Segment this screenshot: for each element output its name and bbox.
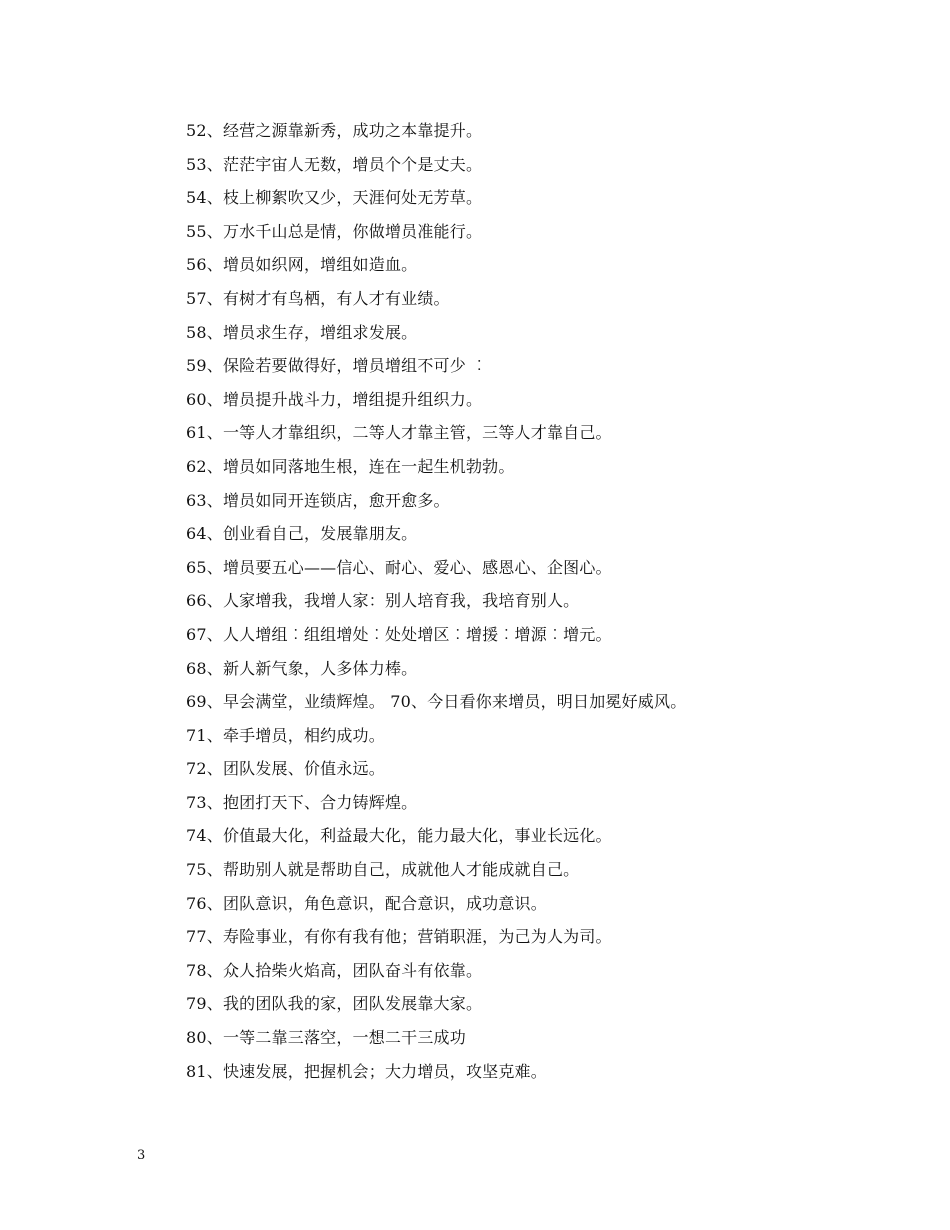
slogan-line: 56、增员如织网，增组如造血。	[186, 255, 418, 275]
slogan-line: 53、茫茫宇宙人无数，增员个个是丈夫。	[186, 154, 483, 174]
slogan-line: 80、一等二靠三落空，一想二干三成功	[186, 1028, 466, 1048]
slogan-line: 81、快速发展，把握机会；大力增员，攻坚克难。	[186, 1061, 547, 1081]
slogan-line: 75、帮助别人就是帮助自己，成就他人才能成就自己。	[186, 860, 580, 880]
slogan-line: 73、抱团打天下、合力铸辉煌。	[186, 792, 418, 812]
slogan-list	[186, 118, 886, 1092]
slogan-line: 78、众人拾柴火焰高，团队奋斗有依靠。	[186, 960, 483, 980]
slogan-line: 76、团队意识，角色意识，配合意识，成功意识。	[186, 893, 547, 913]
slogan-line: 79、我的团队我的家，团队发展靠大家。	[186, 994, 483, 1014]
slogan-line: 58、增员求生存，增组求发展。	[186, 322, 418, 342]
slogan-line: 66、人家增我，我增人家：别人培育我，我培育别人。	[186, 591, 580, 611]
slogan-line: 72、团队发展、价值永远。	[186, 759, 385, 779]
slogan-line: 59、保险若要做得好，增员增组不可少 ︰	[186, 356, 488, 376]
page-number: 3	[137, 1148, 146, 1163]
slogan-line: 77、寿险事业，有你有我有他；营销职涯，为己为人为司。	[186, 927, 612, 947]
slogan-line: 57、有树才有鸟栖，有人才有业绩。	[186, 288, 450, 308]
slogan-line: 65、增员要五心——信心、耐心、爱心、感恩心、企图心。	[186, 557, 612, 577]
slogan-line: 61、一等人才靠组织，二等人才靠主管，三等人才靠自己。	[186, 423, 612, 443]
slogan-line: 71、牵手增员，相约成功。	[186, 725, 385, 745]
slogan-line: 60、增员提升战斗力，增组提升组织力。	[186, 389, 483, 409]
slogan-line: 52、经营之源靠新秀，成功之本靠提升。	[186, 121, 483, 140]
slogan-line: 67、人人增组︰组组增处︰处处增区︰增援︰增源︰增元。	[186, 624, 612, 644]
slogan-line: 62、增员如同落地生根，连在一起生机勃勃。	[186, 456, 515, 476]
slogan-line: 64、创业看自己，发展靠朋友。	[186, 524, 418, 544]
slogan-line: 74、价值最大化，利益最大化，能力最大化，事业长远化。	[186, 826, 612, 846]
slogan-line: 69、早会满堂，业绩辉煌。 70、今日看你来增员，明日加冕好威风。	[186, 692, 687, 712]
slogan-line: 54、枝上柳絮吹又少，天涯何处无芳草。	[186, 188, 483, 208]
slogan-line: 63、增员如同开连锁店，愈开愈多。	[186, 490, 450, 510]
slogan-line: 55、万水千山总是情，你做增员准能行。	[186, 221, 483, 241]
slogan-line: 68、新人新气象，人多体力棒。	[186, 658, 418, 678]
